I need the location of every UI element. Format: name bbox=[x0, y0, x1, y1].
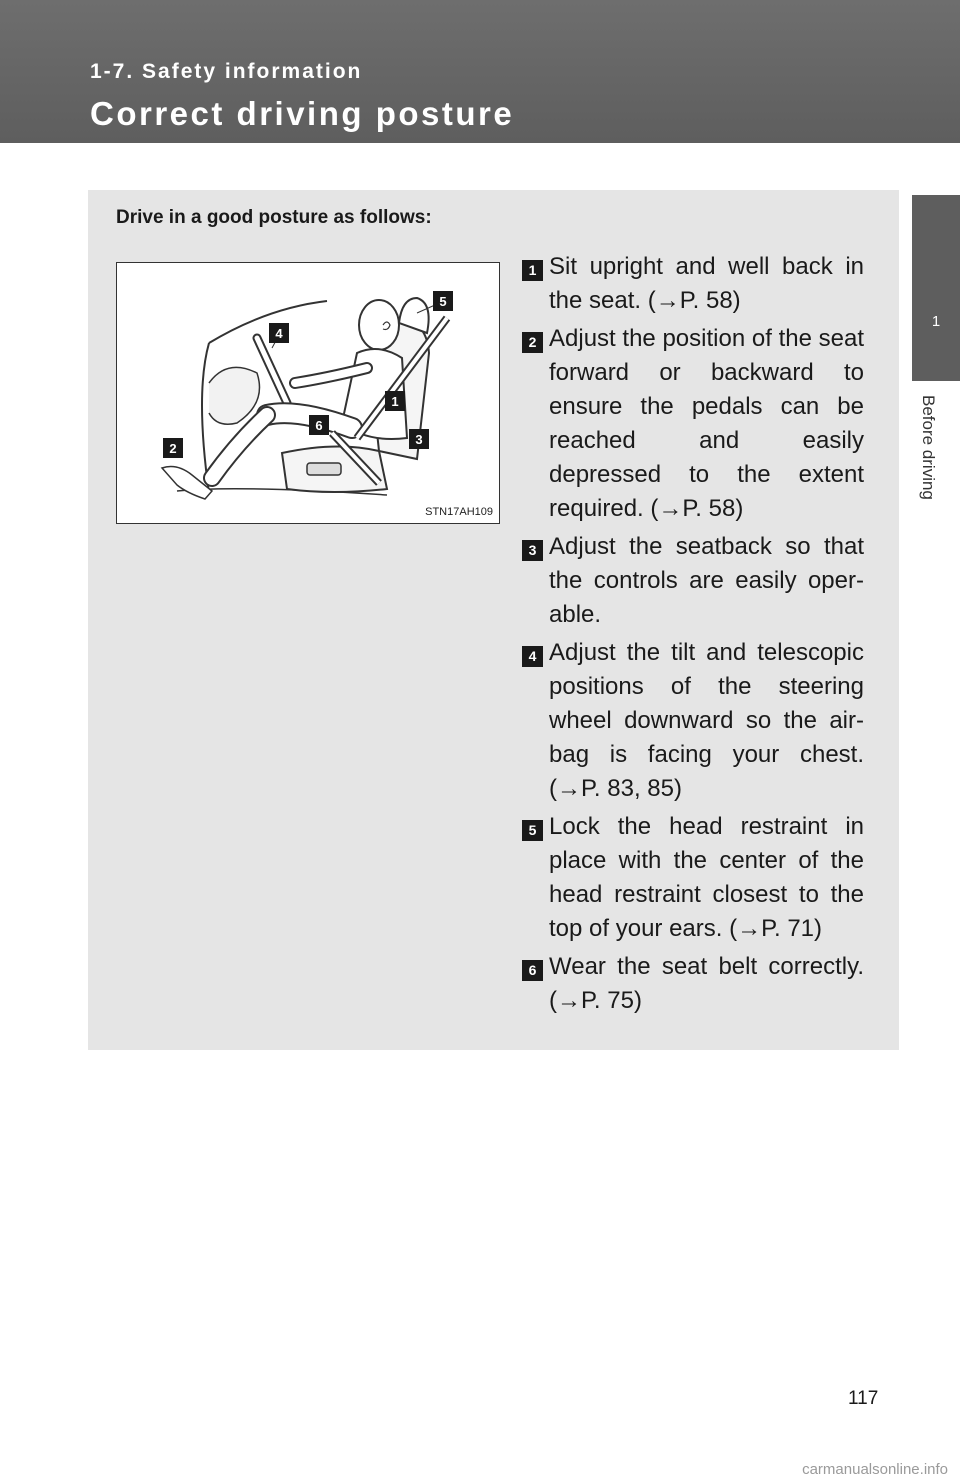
step-text: Sit upright and well back in the seat. (→P. 58) bbox=[549, 253, 864, 314]
step-item bbox=[522, 636, 864, 806]
badge-2 bbox=[163, 438, 183, 458]
badge-6 bbox=[309, 415, 329, 435]
step-marker: 2 bbox=[522, 332, 543, 353]
badge-3-label: 3 bbox=[415, 432, 423, 447]
step-item bbox=[522, 322, 864, 526]
step-item bbox=[522, 950, 864, 1018]
illustration-code: STN17AH109 bbox=[425, 506, 493, 518]
step-item bbox=[522, 530, 864, 632]
driving-posture-illustration bbox=[116, 262, 500, 524]
step-text: Adjust the position of the seat forward or backward to ensure the pedals can be reached and easily depressed to the extent required. (→P. 58) bbox=[549, 325, 864, 522]
section-label: 1-7. Safety information bbox=[90, 60, 363, 83]
badge-5 bbox=[433, 291, 453, 311]
posture-steps bbox=[522, 250, 864, 1022]
step-marker: 1 bbox=[522, 260, 543, 281]
step-marker: 4 bbox=[522, 646, 543, 667]
step-text: Lock the head restraint in place with the center of the head restraint closest to the top of your ears. (→P. 71) bbox=[549, 813, 864, 942]
step-item bbox=[522, 250, 864, 318]
page-number: 117 bbox=[848, 1388, 879, 1409]
intro-text: Drive in a good posture as follows: bbox=[116, 207, 432, 228]
chapter-tab-label: Before driving bbox=[919, 395, 938, 500]
badge-1 bbox=[385, 391, 405, 411]
step-text: Wear the seat belt correctly. (→P. 75) bbox=[549, 953, 864, 1014]
watermark[interactable]: carmanualsonline.info bbox=[802, 1461, 948, 1478]
content-box bbox=[88, 190, 899, 1050]
badge-5-label: 5 bbox=[439, 294, 447, 309]
step-marker: 5 bbox=[522, 820, 543, 841]
badge-6-label: 6 bbox=[315, 418, 323, 433]
badge-4 bbox=[269, 323, 289, 343]
badge-2-label: 2 bbox=[169, 441, 177, 456]
badge-4-label: 4 bbox=[275, 326, 283, 341]
chapter-tab-number: 1 bbox=[931, 313, 941, 330]
step-text: Adjust the tilt and telescopic positions of the steering wheel downward so the air-bag is facing your chest. (→P. 83, 85) bbox=[549, 639, 864, 802]
step-marker: 3 bbox=[522, 540, 543, 561]
chapter-tab[interactable] bbox=[912, 195, 960, 381]
step-marker: 6 bbox=[522, 960, 543, 981]
badge-3 bbox=[409, 429, 429, 449]
page-header bbox=[0, 0, 960, 143]
page-title: Correct driving posture bbox=[90, 95, 515, 132]
badge-1-label: 1 bbox=[391, 394, 399, 409]
step-text: Adjust the seatback so that the controls are easily oper-able. bbox=[549, 533, 864, 628]
driver-seat-drawing bbox=[117, 263, 499, 523]
step-item bbox=[522, 810, 864, 946]
